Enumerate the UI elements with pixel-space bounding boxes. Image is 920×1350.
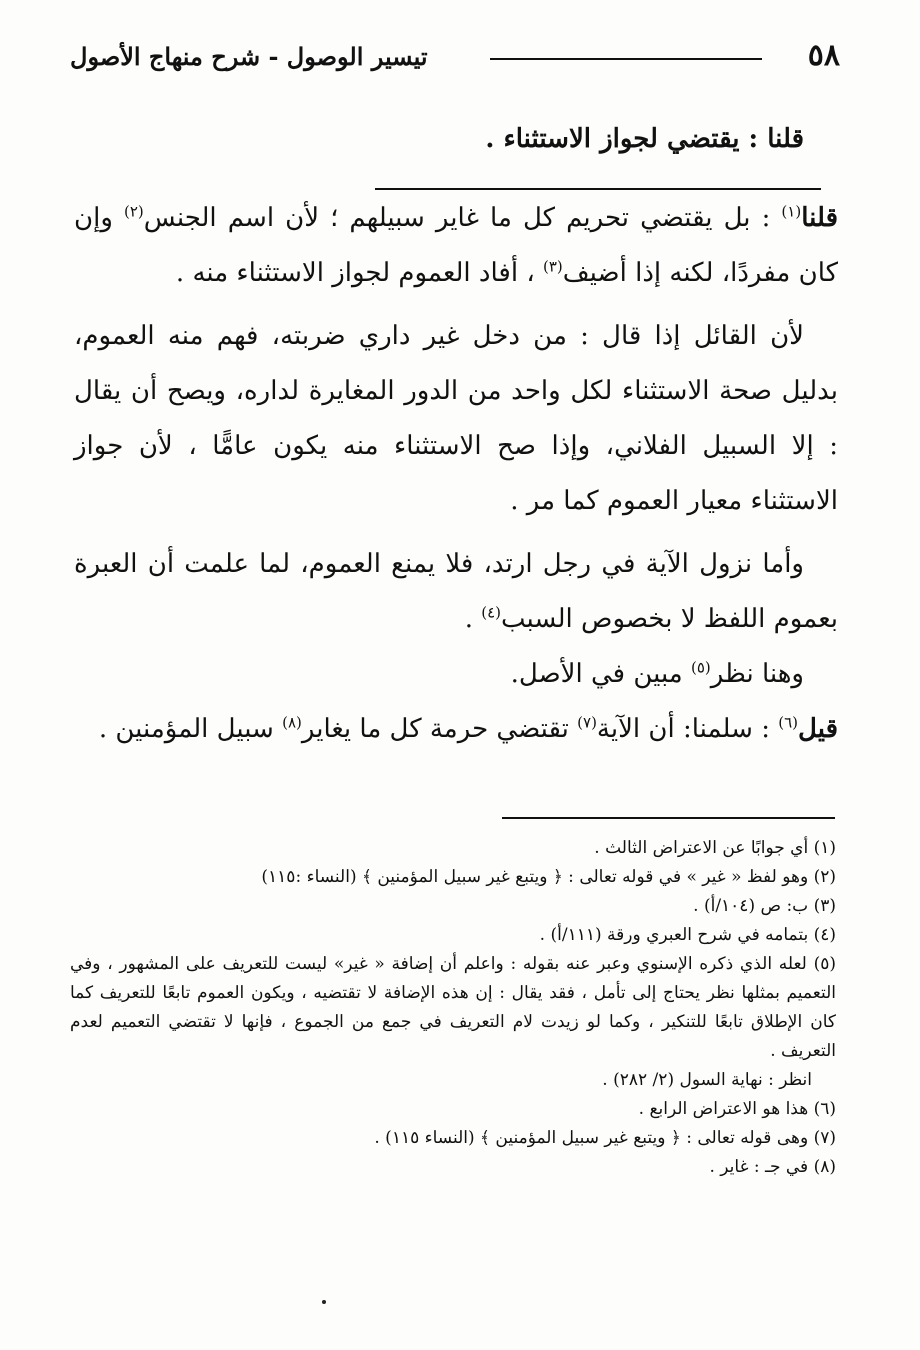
footnotes xyxy=(70,834,836,1182)
paragraph-1-text-b: وإن كان مفردًا، لكنه إذا أضيف xyxy=(74,203,838,288)
paragraph-2: لأن القائل إذا قال : من دخل غير داري ضربته، فهم منه العموم، بدليل صحة الاستثناء لكل واحد من الدور المغايرة لداره، ويصح أن يقال : إلا السبيل الفلاني، وإذا صح الاستثناء منه يكون عامًّا ، لأن جواز الاستثناء معيار العموم كما مر . xyxy=(74,321,838,516)
footnote-2: (٢) وهو لفظ « غير » في قوله تعالى : ﴿ ويتبع غير سبيل المؤمنين ﴾ (النساء :١١٥) xyxy=(261,867,836,887)
footnote-rule xyxy=(502,817,835,819)
footnote-ref-2: (٢) xyxy=(123,202,144,221)
paragraph-5-text-a: : سلمنا: أن الآية xyxy=(596,714,779,744)
paragraph-5 xyxy=(74,702,838,757)
paragraph-3-text-a: وأما نزول الآية في رجل ارتد، فلا يمنع العموم، لما علمت أن العبرة بعموم اللفظ لا بخصوص السبب xyxy=(74,549,838,634)
footnote-5-ref: انظر : نهاية السول (٢/ ٢٨٢) . xyxy=(602,1070,812,1090)
stray-dot xyxy=(322,1300,326,1304)
paragraph-1-text-a: : بل يقتضي تحريم كل ما غاير سبيلهم ؛ لأن اسم الجنس xyxy=(143,203,782,233)
footnote-ref-1: (١) xyxy=(781,202,802,221)
footnote-ref-5: (٥) xyxy=(691,658,711,677)
paragraph-5-lead: قيل xyxy=(798,714,838,744)
footnote-ref-4: (٤) xyxy=(481,603,502,622)
paragraph-4-text-b: مبين في الأصل. xyxy=(510,659,691,689)
paragraph-0: قلنا : يقتضي لجواز الاستثناء . xyxy=(485,124,804,154)
paragraph-5-text-c: سبيل المؤمنين . xyxy=(98,714,283,744)
paragraph-5-text-b: تقتضي حرمة كل ما يغاير xyxy=(301,714,578,744)
footnote-6: (٦) هذا هو الاعتراض الرابع . xyxy=(638,1099,836,1119)
footnote-ref-3: (٣) xyxy=(542,257,563,276)
header-rule xyxy=(490,58,762,60)
footnote-3: (٣) ب: ص (١٠٤/أ) . xyxy=(693,896,836,916)
footnote-5: (٥) لعله الذي ذكره الإسنوي وعبر عنه بقوله : واعلم أن إضافة « غير» ليست للتعريف على المشهور ، وفي التعميم بمثلها نظر يحتاج إلى تأمل ، فقد يقال : إن هذه الإضافة لا تقتضيه ، ويكون العموم تابعًا للتعريف كما كان الإطلاق تابعًا للتنكير ، وكما لو زيدت لام التعريف في جمع من الجموع ، فإنها لا تقتضي التعميم لعدم التعريف . xyxy=(70,954,836,1061)
paragraph-3 xyxy=(74,537,838,647)
footnote-ref-8: (٨) xyxy=(282,713,302,732)
running-title: تيسير الوصول - شرح منهاج الأصول xyxy=(70,42,428,71)
paragraph-3-text-b: . xyxy=(464,604,482,634)
footnote-ref-6: (٦) xyxy=(778,713,799,732)
footnote-7: (٧) وهى قوله تعالى : ﴿ ويتبع غير سبيل المؤمنين ﴾ (النساء ١١٥) . xyxy=(374,1128,836,1148)
paragraph-1 xyxy=(74,191,838,301)
footnote-ref-7: (٧) xyxy=(577,713,597,732)
paragraph-4-text-a: وهنا نظر xyxy=(710,659,804,689)
page-number: ٥٨ xyxy=(807,38,840,73)
paragraph-4 xyxy=(74,647,838,702)
paragraph-1-text-c: ، أفاد العموم لجواز الاستثناء منه . xyxy=(175,258,543,288)
separator-rule xyxy=(375,188,821,190)
footnote-4: (٤) بتمامه في شرح العبري ورقة (١١١/أ) . xyxy=(539,925,836,945)
footnote-1: (١) أي جوابًا عن الاعتراض الثالث . xyxy=(594,838,836,858)
paragraph-1-lead: قلنا xyxy=(801,203,839,233)
footnote-8: (٨) في جـ : غاير . xyxy=(709,1157,836,1177)
page-header xyxy=(70,38,840,78)
main-text xyxy=(74,112,838,757)
